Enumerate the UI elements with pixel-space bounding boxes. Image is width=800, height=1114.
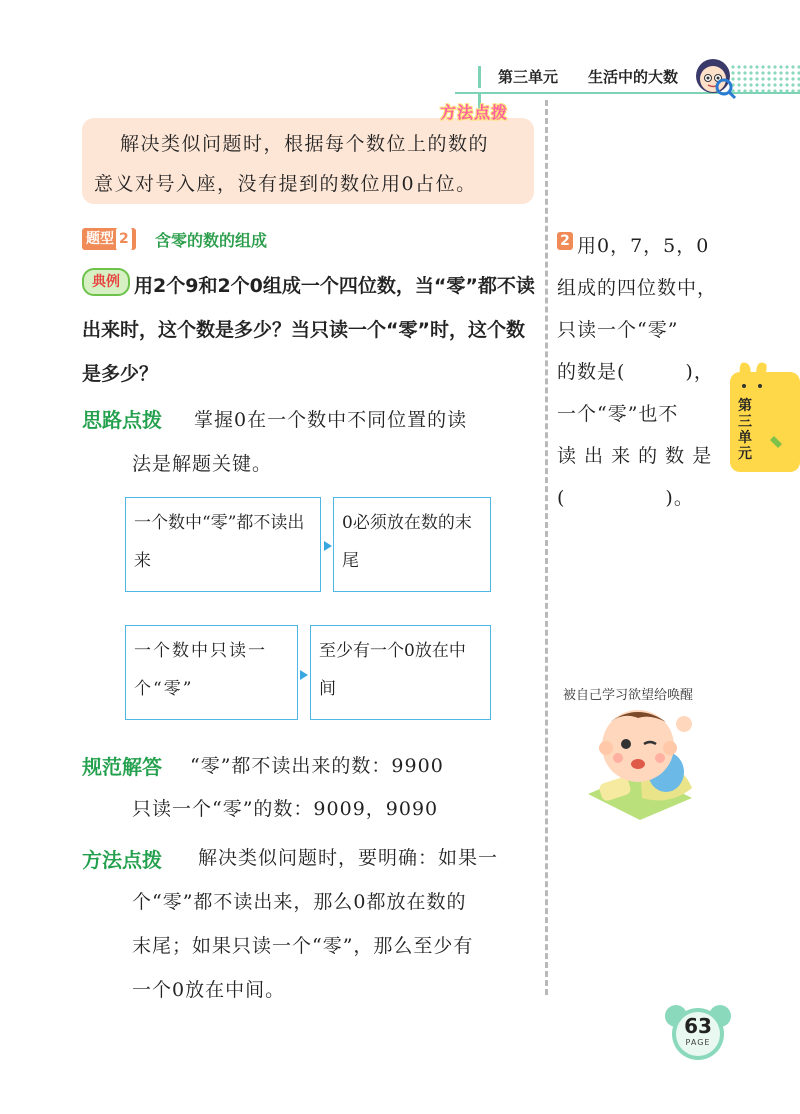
method-line-2: 个“零”都不读出来，那么0都放在数的 <box>132 891 467 913</box>
question-line-4: 的数是( )， <box>557 361 714 383</box>
header-unit: 第三单元 <box>498 68 559 86</box>
flow-box-b1: 一个数中只读一个“零” <box>125 625 298 720</box>
column-divider <box>545 100 548 995</box>
tip-line-2: 意义对号入座，没有提到的数位用0占位。 <box>94 173 477 195</box>
page-label: PAGE <box>685 1038 711 1047</box>
flow-arrow-b <box>300 670 308 680</box>
answer-label: 规范解答 <box>82 755 162 779</box>
question-line-1: 用0，7，5，0 <box>577 235 710 257</box>
type-tag <box>82 228 136 250</box>
header-dot-pattern <box>730 64 800 92</box>
example-text: 用2个9和2个0组成一个四位数，当“零”都不读出来时，这个数是多少？当只读一个“零”时，这个数是多少？ <box>82 275 535 385</box>
tip-tag: 方法点拨 <box>440 103 509 122</box>
baby-waking-illustration <box>580 702 715 822</box>
page-number-badge <box>662 1002 734 1062</box>
flow-box-a1: 一个数中“零”都不读出来 <box>125 497 321 592</box>
header-title: 生活中的大数 <box>588 68 679 86</box>
type-tag-number: 2 <box>116 228 132 250</box>
type-title: 含零的数的组成 <box>155 231 268 250</box>
type-tag-label: 题型 <box>86 231 114 247</box>
question-number: 2 <box>557 232 573 250</box>
question-line-3: 只读一个“零” <box>557 319 679 341</box>
answer-line-1: “零”都不读出来的数：9900 <box>190 755 444 777</box>
flow-box-b2: 至少有一个0放在中间 <box>310 625 491 720</box>
tip-line-1: 解决类似问题时，根据每个数位上的数的 <box>120 133 490 155</box>
page-number: 63 <box>684 1014 712 1038</box>
illustration-caption: 被自己学习欲望给唤醒 <box>563 688 694 703</box>
answer-line-2: 只读一个“零”的数：9009，9090 <box>132 798 439 820</box>
question-text <box>557 225 727 519</box>
method-line-3: 末尾；如果只读一个“零”，那么至少有 <box>132 935 474 957</box>
question-line-5: 一个“零”也不 <box>557 403 679 425</box>
header-rule <box>455 92 800 94</box>
question-line-2: 组成的四位数中， <box>557 277 718 299</box>
thinking-line-2: 法是解题关键。 <box>132 453 273 475</box>
side-tab-text: 第三单元 <box>738 398 752 462</box>
question-line-6: 读 出 来 的 数 是 <box>557 445 713 467</box>
tip-text <box>82 124 534 204</box>
thinking-label: 思路点拨 <box>82 408 162 432</box>
mascot-magnifier-icon <box>693 56 737 100</box>
flow-box-a2: 0必须放在数的末尾 <box>333 497 491 592</box>
method-label: 方法点拨 <box>82 848 162 872</box>
example-tag: 典例 <box>82 268 130 296</box>
question-line-7: ( )。 <box>557 487 694 509</box>
method-line-4: 一个0放在中间。 <box>132 979 286 1001</box>
side-unit-tab <box>730 362 800 472</box>
method-line-1: 解决类似问题时，要明确：如果一 <box>198 847 499 869</box>
thinking-line-1: 掌握0在一个数中不同位置的读 <box>194 409 468 431</box>
flow-arrow-a <box>324 541 332 551</box>
header-decoration-bars <box>478 66 486 88</box>
